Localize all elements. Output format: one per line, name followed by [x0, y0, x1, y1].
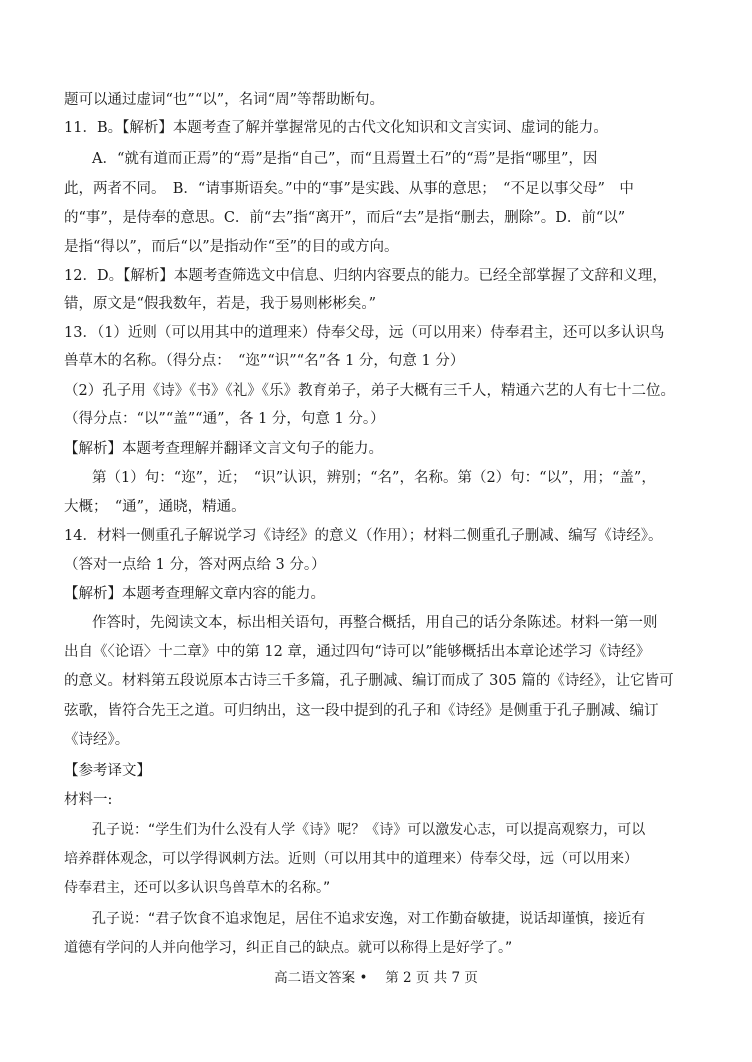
text-line: 错，原文是“假我数年，若是，我于易则彬彬矣。”	[64, 296, 377, 312]
material-one-label: 材料一:	[64, 792, 113, 808]
text-line: 是指“得以”，而后“以”是指动作“至”的目的或方向。	[64, 239, 399, 255]
text-line: 《诗经》。	[64, 732, 130, 748]
text-line: 出自《〈论语〉十二章》中的第 12 章，通过四句“诗可以”能够概括出本章论述学习《诗经》	[64, 644, 651, 660]
text-line: 的“事”，是侍奉的意思。C．前“去”指“离开”，而后“去”是指“删去，删除”。D．前“以”	[64, 210, 626, 226]
translation-line: 道德有学问的人并向他学习，纠正自己的缺点。就可以称得上是好学了。”	[64, 940, 513, 956]
text-line: （答对一点给 1 分，答对两点给 3 分。）	[64, 557, 326, 573]
text-line: 第（1）句：“迩”，近； “识”认识，辨别；“名”，名称。第（2）句：“以”，用；“盖”，	[92, 470, 656, 486]
text-line: 的意义。材料第五段说原本古诗三千多篇，孔子删减、编订而成了 305 篇的《诗经》，让它皆可	[64, 673, 674, 689]
text-line: 此，两者不同。 B．“请事斯语矣。”中的“事”是实践、从事的意思； “不足以事父母” 中	[64, 181, 634, 197]
text-line: 兽草木的名称。（得分点： “迩”“识”“名”各 1 分，句意 1 分）	[64, 353, 465, 369]
translation-line: 侍奉君主，还可以多认识鸟兽草木的名称。”	[64, 880, 331, 896]
text-line: 弦歌，皆符合先王之道。可归纳出，这一段中提到的孔子和《诗经》是侧重于孔子删减、编订	[64, 703, 659, 719]
reference-translation-heading: 【参考译文】	[64, 763, 151, 779]
answer-13-heading: 13．（1）近则（可以用其中的道理来）侍奉父母，远（可以用来）侍奉君主，还可以多认识鸟	[64, 325, 665, 341]
text-line: （得分点：“以”“盖”“通”，各 1 分，句意 1 分。）	[64, 411, 385, 427]
translation-line: 孔子说：“君子饮食不追求饱足，居住不追求安逸，对工作勤奋敏捷，说话却谨慎，接近有	[92, 911, 646, 927]
text-line: 大概； “通”，通晓，精通。	[64, 499, 246, 515]
text-line: A．“就有道而正焉”的“焉”是指“自己”，而“且焉置土石”的“焉”是指“哪里”，因	[92, 151, 598, 167]
answer-11-heading: 11．B。【解析】本题考查了解并掌握常见的古代文化知识和文言实词、虚词的能力。	[64, 120, 608, 136]
text-line: 题可以通过虚词“也”“以”，名词“周”等帮助断句。	[64, 92, 384, 108]
analysis-heading: 【解析】本题考查理解文章内容的能力。	[64, 586, 325, 602]
text-line: （2）孔子用《诗》《书》《礼》《乐》教育弟子，弟子大概有三千人，精通六艺的人有七十二位。	[64, 383, 675, 399]
answer-12-heading: 12．D。【解析】本题考查筛选文中信息、归纳内容要点的能力。已经全部掌握了文辞和义理，	[64, 268, 667, 284]
translation-line: 培养群体观念，可以学得讽刺方法。近则（可以用其中的道理来）侍奉父母，远（可以用来）	[64, 851, 638, 867]
text-line: 作答时，先阅读文本，标出相关语句，再整合概括，用自己的话分条陈述。材料一第一则	[92, 615, 658, 631]
analysis-heading: 【解析】本题考查理解并翻译文言文句子的能力。	[64, 441, 383, 457]
translation-line: 孔子说：“学生们为什么没有人学《诗》呢？《诗》可以激发心志，可以提高观察力，可以	[92, 822, 646, 838]
answer-14-heading: 14．材料一侧重孔子解说学习《诗经》的意义（作用）；材料二侧重孔子删减、编写《诗经》。	[64, 528, 663, 544]
page-footer: 高二语文答案 • 第 2 页 共 7 页	[274, 970, 478, 986]
